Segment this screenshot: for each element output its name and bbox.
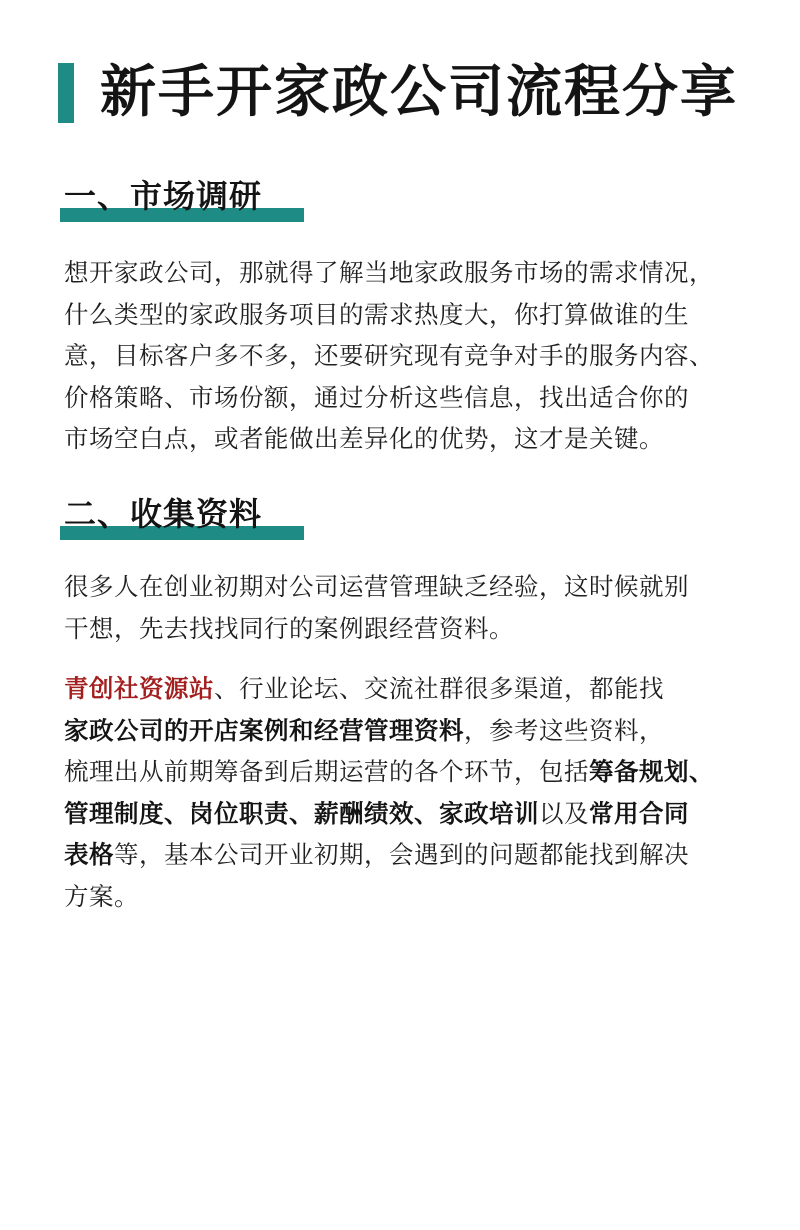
bold-phrase: 管理制度、岗位职责、薪酬绩效、家政培训 xyxy=(64,798,539,828)
bold-phrase: 常用合同 xyxy=(589,798,689,828)
paragraph-line: 想开家政公司，那就得了解当地家政服务市场的需求情况， xyxy=(64,258,714,287)
paragraph-line xyxy=(64,751,784,793)
bold-phrase: 筹备规划、 xyxy=(589,757,714,786)
paragraph-line: 意，目标客户多不多，还要研究现有竞争对手的服务内容、 xyxy=(64,341,714,370)
paragraph-text: ，参考这些资料， xyxy=(464,715,664,745)
paragraph-line: 价格策略、市场份额，通过分析这些信息，找出适合你的 xyxy=(64,382,689,412)
title-accent-bar xyxy=(58,63,74,123)
title-block xyxy=(58,58,738,128)
paragraph-line xyxy=(64,668,784,710)
paragraph-text: 等，基本公司开业初期，会遇到的问题都能找到解决 xyxy=(114,840,689,869)
paragraph-line xyxy=(64,793,784,835)
paragraph-line xyxy=(64,834,784,876)
section-2-paragraph-1 xyxy=(64,566,784,649)
section-1-heading xyxy=(60,176,304,222)
bold-phrase: 表格 xyxy=(64,840,114,869)
paragraph-line: 很多人在创业初期对公司运营管理缺乏经验，这时候就别 xyxy=(64,572,689,601)
section-1-heading-text: 一、市场调研 xyxy=(64,177,263,215)
paragraph-line xyxy=(64,710,784,752)
paragraph-text: 梳理出从前期筹备到后期运营的各个环节，包括 xyxy=(64,757,589,786)
resource-site-highlight: 青创社资源站 xyxy=(64,674,214,703)
paragraph-line: 市场空白点，或者能做出差异化的优势，这才是关键。 xyxy=(64,424,664,453)
paragraph-line: 什么类型的家政服务项目的需求热度大，你打算做谁的生 xyxy=(64,299,689,329)
paragraph-line: 方案。 xyxy=(64,881,139,911)
paragraph-text: 以及 xyxy=(539,798,589,828)
bold-phrase: 家政公司的开店案例和经营管理资料 xyxy=(64,715,464,745)
section-1-paragraph xyxy=(64,252,784,460)
page-title: 新手开家政公司流程分享 xyxy=(100,60,738,125)
section-2-heading-text: 二、收集资料 xyxy=(64,495,263,533)
section-2-heading xyxy=(60,494,304,540)
section-2-paragraph-2 xyxy=(64,668,784,917)
paragraph-text: 、行业论坛、交流社群很多渠道，都能找 xyxy=(214,674,664,703)
paragraph-line: 干想，先去找找同行的案例跟经营资料。 xyxy=(64,613,514,643)
